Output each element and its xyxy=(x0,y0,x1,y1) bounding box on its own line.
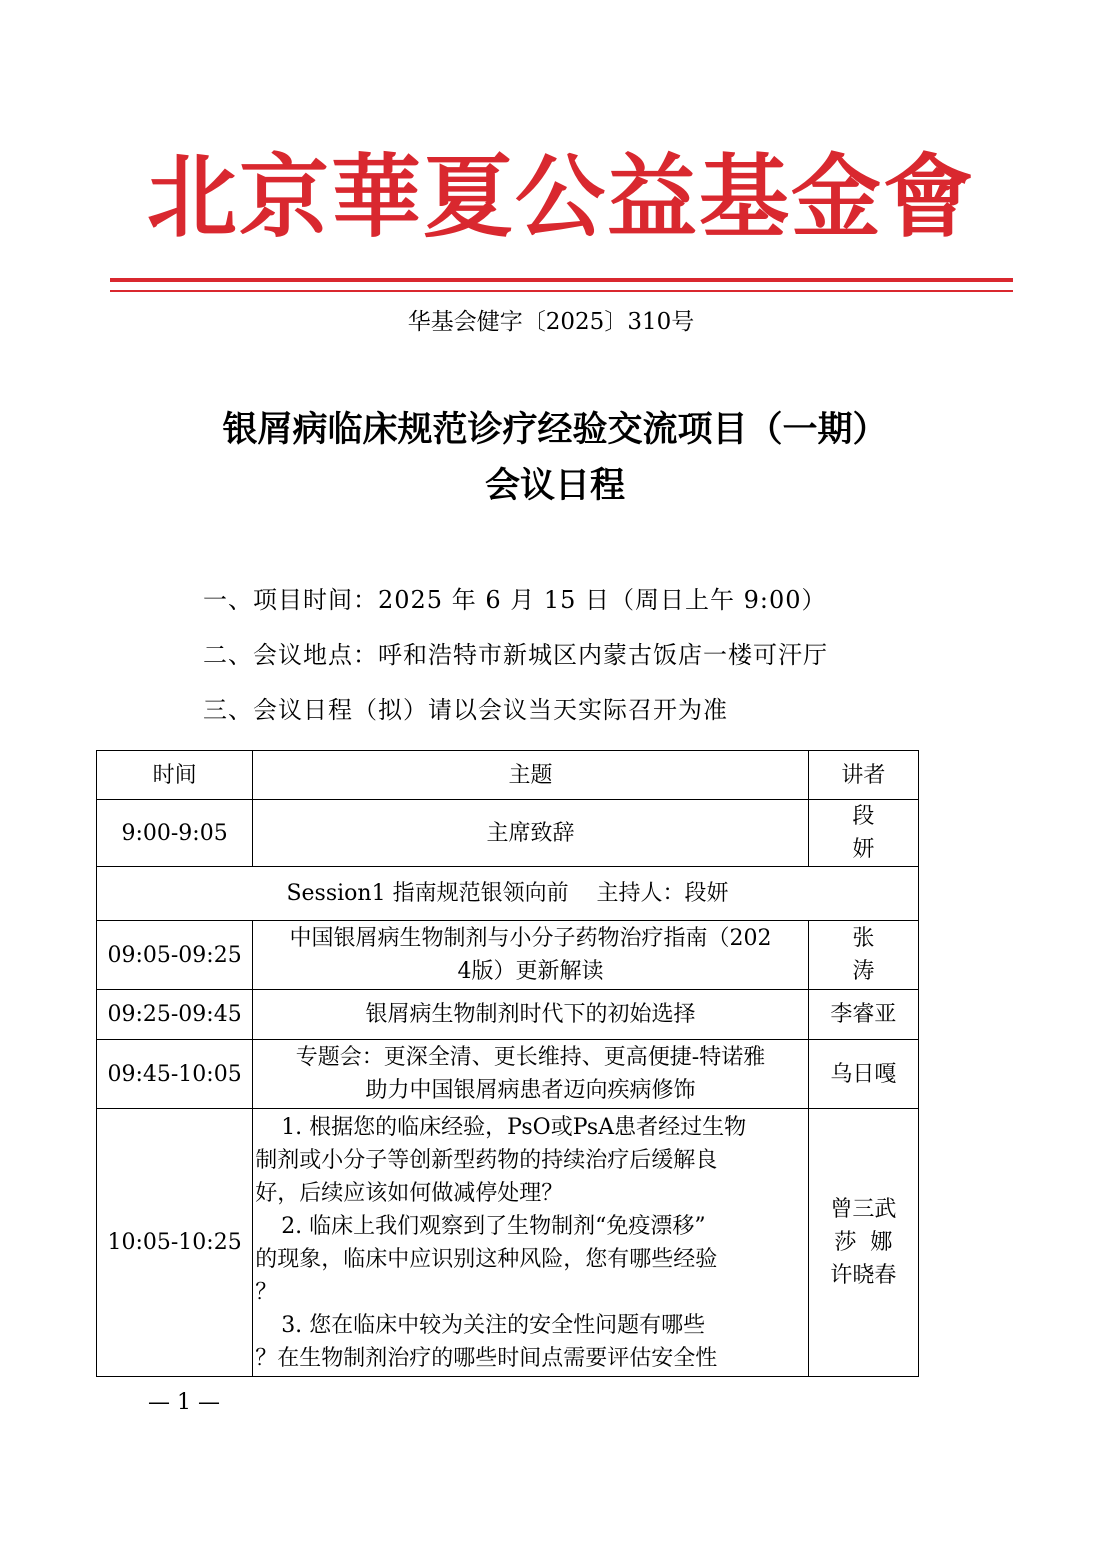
table-row xyxy=(97,1040,919,1109)
session-title: Session1 指南规范银领向前 主持人：段妍 xyxy=(97,867,919,921)
meeting-schedule-note: 三、会议日程（拟）请以会议当天实际召开为准 xyxy=(203,696,728,724)
question-1-line1: 1. 根据您的临床经验，PsO或PsA患者经过生物 xyxy=(281,1114,747,1140)
row-speaker: 李睿亚 xyxy=(808,990,918,1040)
row-time: 09:45-10:05 xyxy=(97,1040,253,1109)
row-topic: 银屑病生物制剂时代下的初始选择 xyxy=(253,990,809,1040)
document-title-line2: 会议日程 xyxy=(484,466,625,506)
header-speaker: 讲者 xyxy=(808,751,918,800)
table-row xyxy=(97,921,919,990)
row-topic xyxy=(253,921,809,990)
masthead-rule-thin xyxy=(110,290,1013,292)
agenda-table xyxy=(96,750,919,1377)
speaker-1: 曾三武 xyxy=(830,1197,897,1222)
row-speaker: 段妍 xyxy=(808,800,918,867)
document-title-line1: 银屑病临床规范诊疗经验交流项目（一期） xyxy=(222,410,888,450)
row-topic xyxy=(253,1040,809,1109)
speaker-3: 许晓春 xyxy=(830,1263,897,1288)
row-topic-line2: 4版）更新解读 xyxy=(457,959,604,984)
row-speaker: 张涛 xyxy=(808,921,918,990)
document-number: 华基会健字〔2025〕310号 xyxy=(407,309,695,335)
organization-masthead: 北京華夏公益基金會 xyxy=(147,144,975,250)
table-header-row xyxy=(97,751,919,800)
question-2-line3: ？ xyxy=(255,1279,278,1305)
meeting-location: 二、会议地点：呼和浩特市新城区内蒙古饭店一楼可汗厅 xyxy=(203,641,828,669)
question-1-line2: 制剂或小分子等创新型药物的持续治疗后缓解良 xyxy=(255,1147,718,1173)
row-time: 10:05-10:25 xyxy=(97,1109,253,1377)
row-time: 09:25-09:45 xyxy=(97,990,253,1040)
question-2-line2: 的现象，临床中应识别这种风险，您有哪些经验 xyxy=(255,1246,718,1272)
table-row xyxy=(97,800,919,867)
question-3-line1: 3. 您在临床中较为关注的安全性问题有哪些 xyxy=(281,1312,706,1338)
speaker-2: 莎 娜 xyxy=(834,1230,893,1255)
discussion-questions xyxy=(253,1109,809,1377)
masthead-rule-thick xyxy=(110,278,1013,282)
question-1-line3: 好，后续应该如何做减停处理？ xyxy=(255,1180,564,1206)
row-topic-line1: 专题会：更深全清、更长维持、更高便捷-特诺雅 xyxy=(295,1045,766,1070)
row-speaker: 乌日嘎 xyxy=(808,1040,918,1109)
row-topic: 主席致辞 xyxy=(253,800,809,867)
discussion-speakers xyxy=(808,1109,918,1377)
question-3-line2: ？在生物制剂治疗的哪些时间点需要评估安全性 xyxy=(255,1345,718,1371)
question-2-line1: 2. 临床上我们观察到了生物制剂“免疫漂移” xyxy=(281,1213,706,1239)
header-time: 时间 xyxy=(97,751,253,800)
page-number: — 1 — xyxy=(148,1390,220,1415)
row-time: 9:00-9:05 xyxy=(97,800,253,867)
session-row xyxy=(97,867,919,921)
row-topic-line1: 中国银屑病生物制剂与小分子药物治疗指南（202 xyxy=(289,926,772,951)
project-time: 一、项目时间：2025 年 6 月 15 日（周日上午 9:00） xyxy=(203,586,827,614)
header-topic: 主题 xyxy=(253,751,809,800)
row-topic-line2: 助力中国银屑病患者迈向疾病修饰 xyxy=(365,1078,696,1103)
row-time: 09:05-09:25 xyxy=(97,921,253,990)
table-row xyxy=(97,990,919,1040)
discussion-row xyxy=(97,1109,919,1377)
